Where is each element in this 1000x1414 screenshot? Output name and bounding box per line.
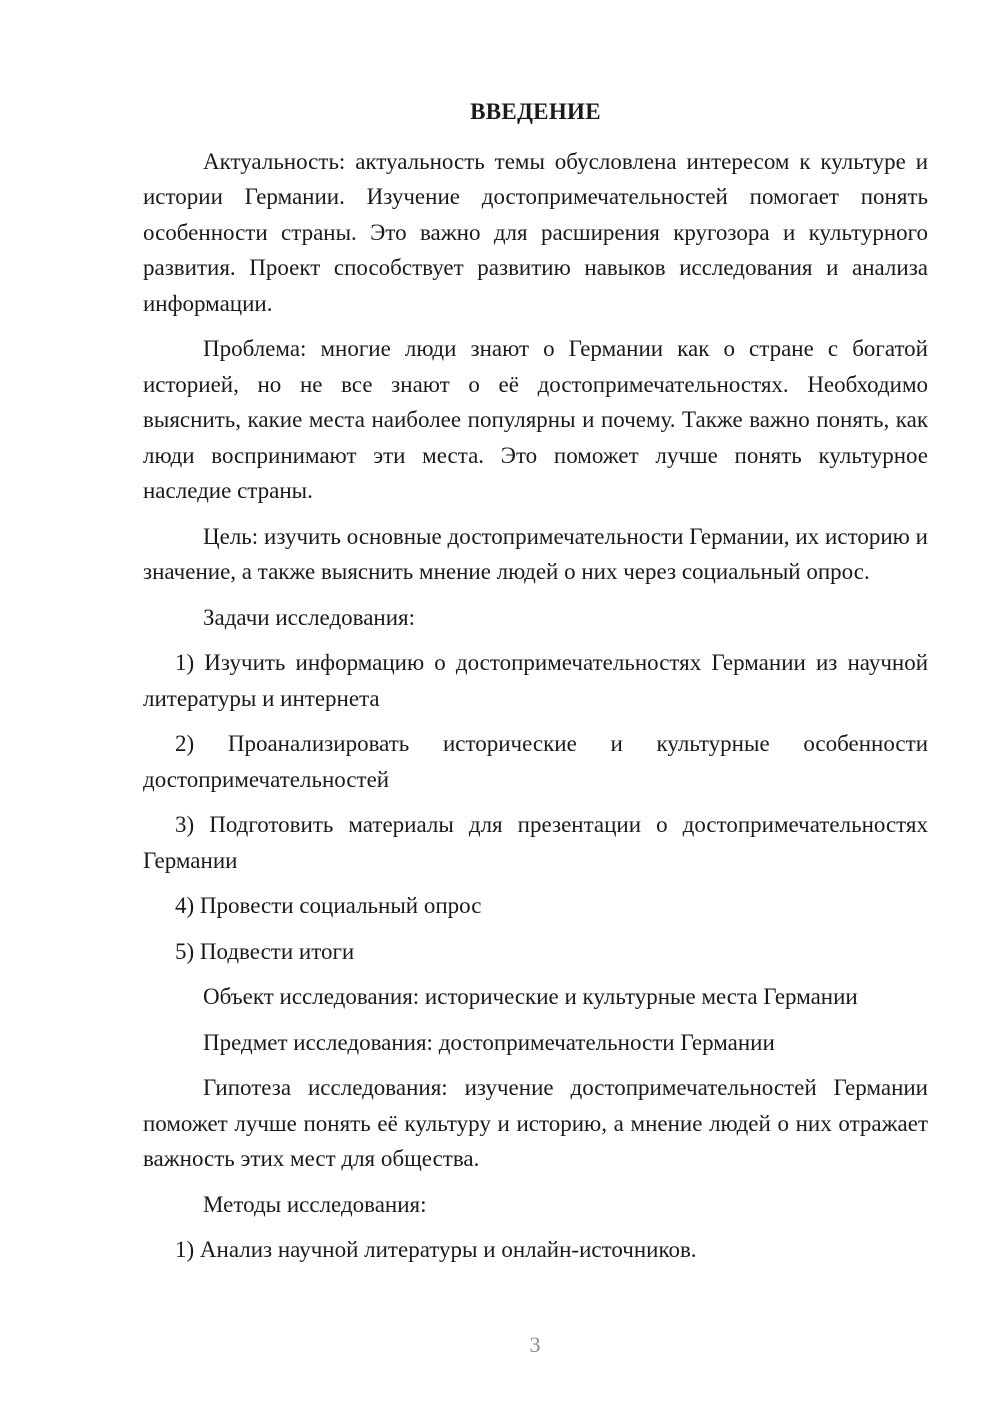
problem-paragraph: Проблема: многие люди знают о Германии как о стране с богатой историей, но не все знают о её достопримечательностях. Необходимо выяснить, какие места наиболее популярны и почему. Также важно понять, как люди воспринимают эти места. Это поможет лучше понять культурное наследие страны.	[143, 336, 928, 503]
method-item-1: 1) Анализ научной литературы и онлайн-источников.	[175, 1237, 697, 1262]
task-item-4: 4) Провести социальный опрос	[175, 893, 482, 918]
page-title: ВВЕДЕНИЕ	[470, 99, 601, 124]
page-content	[143, 94, 928, 1278]
goal-paragraph: Цель: изучить основные достопримечательности Германии, их историю и значение, а также выяснить мнение людей о них через социальный опрос.	[143, 523, 928, 584]
tasks-heading: Задачи исследования:	[203, 604, 416, 630]
task-item-1: 1) Изучить информацию о достопримечательностях Германии из научной литературы и интернета	[143, 650, 928, 711]
task-item-2: 2) Проанализировать исторические и культурные особенности достопримечательностей	[143, 731, 928, 792]
methods-heading: Методы исследования:	[203, 1191, 427, 1217]
task-item-5: 5) Подвести итоги	[175, 938, 355, 964]
research-subject: Предмет исследования: достопримечательности Германии	[203, 1029, 775, 1055]
task-item-3: 3) Подготовить материалы для презентации о достопримечательностях Германии	[143, 812, 928, 873]
relevance-paragraph: Актуальность: актуальность темы обусловлена интересом к культуре и истории Германии. Изучение достопримечательностей помогает понять особенности страны. Это важно для расширения кругозора и культурного развития. Проект способствует развитию навыков исследования и анализа информации.	[143, 148, 928, 316]
research-object: Объект исследования: исторические и культурные места Германии	[203, 984, 858, 1009]
page-number: 3	[529, 1332, 541, 1357]
hypothesis-paragraph: Гипотеза исследования: изучение достопримечательностей Германии поможет лучше понять её культуру и историю, а мнение людей о них отражает важность этих мест для общества.	[143, 1075, 928, 1171]
